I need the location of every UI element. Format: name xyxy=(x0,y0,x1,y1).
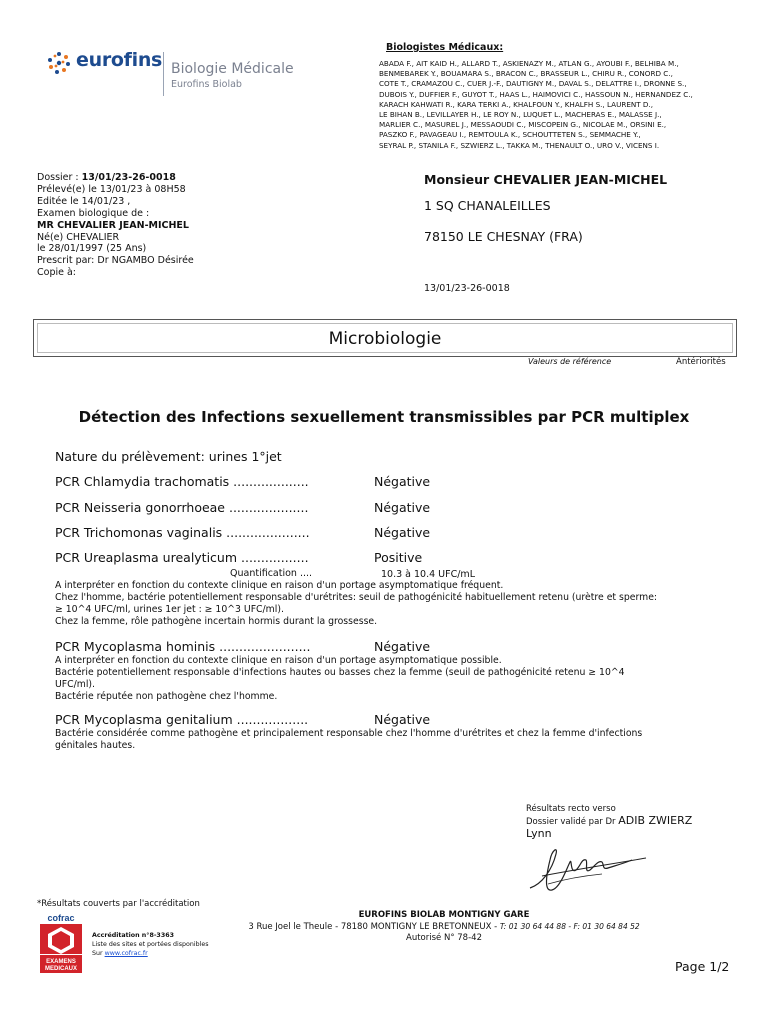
result-hominis-value: Négative xyxy=(374,639,431,654)
result-trichomonas-name: PCR Trichomonas vaginalis ..................... xyxy=(55,525,310,540)
validation-block xyxy=(526,803,692,840)
biologists-line: BENMEBAREK Y., BOUAMARA S., BRACON C., BRASSEUR L., CHIRU R., CONORD C., xyxy=(379,69,673,79)
cofrac-link[interactable]: www.cofrac.fr xyxy=(104,950,148,957)
cofrac-bottom-text-2: MEDICAUX xyxy=(44,966,78,972)
dossier-number: 13/01/23-26-0018 xyxy=(81,172,176,183)
section-title: Microbiologie xyxy=(328,329,442,349)
comment-line: ≥ 10^4 UFC/ml, urines 1er jet : ≥ 10^3 UFC/ml). xyxy=(55,603,284,615)
biologists-line: SEYRAL P., STANILA F., SZWIERZ L., TAKKA M., THENAULT O., URO V., VICENS I. xyxy=(379,140,660,150)
hominis-comment xyxy=(55,655,735,703)
sample-nature: Nature du prélèvement: urines 1°jet xyxy=(55,449,282,464)
reference-values-label: Valeurs de référence xyxy=(528,357,612,366)
page-number: Page 1/2 xyxy=(675,959,730,974)
comment-line: Bactérie réputée non pathogène chez l'homme. xyxy=(55,690,278,702)
lab-phone: T: 01 30 64 44 88 - F: 01 30 64 84 52 xyxy=(499,922,640,931)
comment-line: génitales hautes. xyxy=(55,739,136,751)
comment-line: Chez la femme, rôle pathogène incertain hormis durant la grossesse. xyxy=(55,615,378,627)
comment-line: Bactérie considérée comme pathogène et principalement responsable chez l'homme d'urétrites et chez la femme d'infections xyxy=(55,728,643,739)
result-genitalium-name: PCR Mycoplasma genitalium .................. xyxy=(55,712,309,727)
validated-by-label: Dossier validé par Dr xyxy=(526,817,619,827)
recto-verso-note: Résultats recto verso xyxy=(526,804,616,814)
dossier-info xyxy=(37,172,194,279)
cofrac-bottom-text-1: EXAMENS xyxy=(46,959,76,965)
comment-line: Chez l'homme, bactérie potentiellement responsable d'urétrites: seuil de pathogénicité habituellement retenu (urètre et sperme: xyxy=(55,591,658,603)
result-chlamydia-name: PCR Chlamydia trachomatis ................... xyxy=(55,474,309,489)
logo-subtitle: Biologie Médicale xyxy=(171,61,294,77)
biologists-line: KARACH KAHWATI R., KARA TERKI A., KHALFOUN Y., KHALFH S., LAURENT D., xyxy=(379,99,654,109)
quantification-label: Quantification .... xyxy=(230,568,313,579)
biologists-line: MARLIER C., MASUREL J., MESSAOUDI C., MISCOPEIN G., NICOLAE M., ORSINI E., xyxy=(379,120,667,130)
accreditation-note: *Résultats couverts par l'accréditation xyxy=(37,899,200,909)
accreditation-list: Liste des sites et portées disponibles xyxy=(92,941,209,948)
validator-firstname: Lynn xyxy=(526,827,552,840)
result-chlamydia-value: Négative xyxy=(374,474,431,489)
eurofins-logo-icon xyxy=(47,51,71,75)
biologists-line: ABADA F., AIT KAID H., ALLARD T., ASKIENAZY M., ATLAN G., AYOUBI F., BELHIBA M., xyxy=(379,59,679,68)
ureaplasma-comment xyxy=(55,580,735,628)
recipient-city: 78150 LE CHESNAY (FRA) xyxy=(424,229,583,244)
prescriber: Prescrit par: Dr NGAMBO Désirée xyxy=(37,255,194,267)
comment-line: Bactérie potentiellement responsable d'infections hautes ou basses chez la femme (seuil de pathogénicité retenu ≥ 10^4 xyxy=(55,666,625,678)
result-neisseria-name: PCR Neisseria gonorrhoeae .................... xyxy=(55,500,309,515)
dossier-label: Dossier : xyxy=(37,172,82,183)
comment-line: A interpréter en fonction du contexte clinique en raison d'un portage asymptomatique fréquent. xyxy=(55,580,504,591)
birth-name: Né(e) CHEVALIER xyxy=(37,231,120,243)
recipient-name: Monsieur CHEVALIER JEAN-MICHEL xyxy=(424,172,668,187)
brand-name: eurofins xyxy=(76,49,163,71)
result-ureaplasma-name: PCR Ureaplasma urealyticum ................. xyxy=(55,550,309,565)
recipient-reference: 13/01/23-26-0018 xyxy=(424,283,510,294)
lab-street: 3 Rue Joel le Theule - 78180 MONTIGNY LE BRETONNEUX - xyxy=(248,922,500,932)
result-hominis-name: PCR Mycoplasma hominis ....................... xyxy=(55,639,311,654)
logo-divider xyxy=(163,52,164,96)
biologists-list xyxy=(379,59,724,151)
anteriorities-label: Antériorités xyxy=(676,357,726,367)
lab-authorization: Autorisé N° 78-42 xyxy=(406,933,482,943)
copy-to: Copie à: xyxy=(37,267,77,279)
recipient-street: 1 SQ CHANALEILLES xyxy=(424,198,551,213)
sampling-date: Prélevé(e) le 13/01/23 à 08H58 xyxy=(37,183,186,195)
exam-of-label: Examen biologique de : xyxy=(37,207,150,219)
logo-subtitle-lab: Eurofins Biolab xyxy=(171,79,242,90)
patient-name: MR CHEVALIER JEAN-MICHEL xyxy=(37,219,189,231)
biologists-line: COTE T., CRAMAZOU C., CUER J.-F., DAUTIGNY M., DAVAL S., DELATTRE I., DRONNE S., xyxy=(379,79,687,89)
section-header-inner xyxy=(37,323,733,353)
section-header xyxy=(33,319,737,357)
result-trichomonas-value: Négative xyxy=(374,525,431,540)
biologists-line: DUBOIS Y., DUFFIER F., GUYOT T., HAAS L., HAIMOVICI C., HASSOUN N., HERNANDEZ C., xyxy=(379,89,693,99)
exam-title: Détection des Infections sexuellement transmissibles par PCR multiplex xyxy=(78,408,690,426)
result-neisseria-value: Négative xyxy=(374,500,431,515)
edit-date: Editée le 14/01/23 , xyxy=(37,195,131,207)
lab-address xyxy=(0,922,768,932)
lab-name: EUROFINS BIOLAB MONTIGNY GARE xyxy=(358,910,530,920)
accreditation-sur: Sur xyxy=(92,950,105,957)
biologists-title: Biologistes Médicaux: xyxy=(386,42,504,53)
biologists-line: PASZKO F., PAVAGEAU I., REMTOULA K., SCHOUTTETEN S., SEMMACHE Y., xyxy=(379,130,641,140)
cofrac-top-text: cofrac xyxy=(47,913,75,923)
result-genitalium-value: Négative xyxy=(374,712,431,727)
validator-name: ADIB ZWIERZ xyxy=(618,814,693,827)
handwritten-signature-icon xyxy=(522,840,652,898)
result-ureaplasma-value: Positive xyxy=(374,550,423,565)
comment-line: UFC/ml). xyxy=(55,678,95,690)
accreditation-number: Accréditation n°8-3363 xyxy=(92,932,174,939)
biologists-line: LE BIHAN B., LEVILLAYER H., LE ROY N., LUQUET L., MACHERAS E., MALASSE J., xyxy=(379,110,662,120)
genitalium-comment xyxy=(55,728,735,752)
comment-line: A interpréter en fonction du contexte clinique en raison d'un portage asymptomatique possible. xyxy=(55,655,502,666)
birth-date: le 28/01/1997 (25 Ans) xyxy=(37,243,147,255)
quantification-value: 10.3 à 10.4 UFC/mL xyxy=(381,569,475,580)
